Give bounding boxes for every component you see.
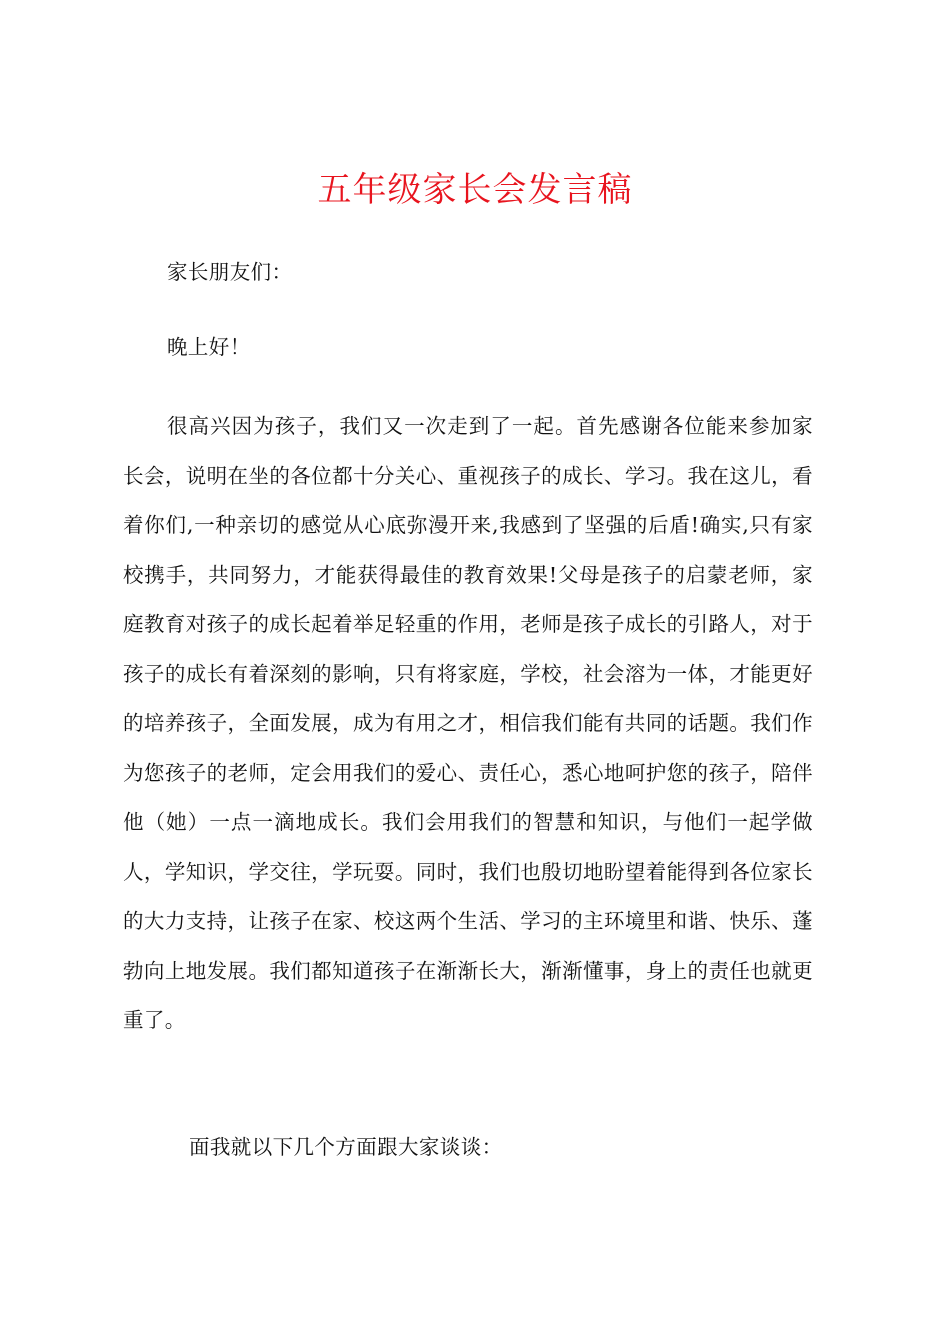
document-title: 五年级家长会发言稿 bbox=[317, 170, 633, 210]
body-paragraph: 很高兴因为孩子，我们又一次走到了一起。首先感谢各位能来参加家长会，说明在坐的各位都十分关心、重视孩子的成长、学习。我在这儿，看着你们,一种亲切的感觉从心底弥漫开来,我感到了坚强的后盾!确实,只有家校携手，共同努力，才能获得最佳的教育效果!父母是孩子的启蒙老师，家庭教育对孩子的成长起着举足轻重的作用，老师是孩子成长的引路人，对于孩子的成长有着深刻的影响，只有将家庭，学校，社会溶为一体，才能更好的培养孩子，全面发展，成为有用之才，相信我们能有共同的话题。我们作为您孩子的老师，定会用我们的爱心、责任心，悉心地呵护您的孩子，陪伴他（她）一点一滴地成长。我们会用我们的智慧和知识，与他们一起学做人，学知识，学交往，学玩耍。同时，我们也殷切地盼望着能得到各位家长的大力支持，让孩子在家、校这两个生活、学习的主环境里和谐、快乐、蓬勃向上地发展。我们都知道孩子在渐渐长大，渐渐懂事，身上的责任也就更重了。 bbox=[123, 414, 813, 1032]
intro-line: 面我就以下几个方面跟大家谈谈： bbox=[189, 1135, 503, 1159]
salutation: 家长朋友们： bbox=[167, 260, 293, 284]
greeting: 晚上好！ bbox=[167, 335, 251, 359]
